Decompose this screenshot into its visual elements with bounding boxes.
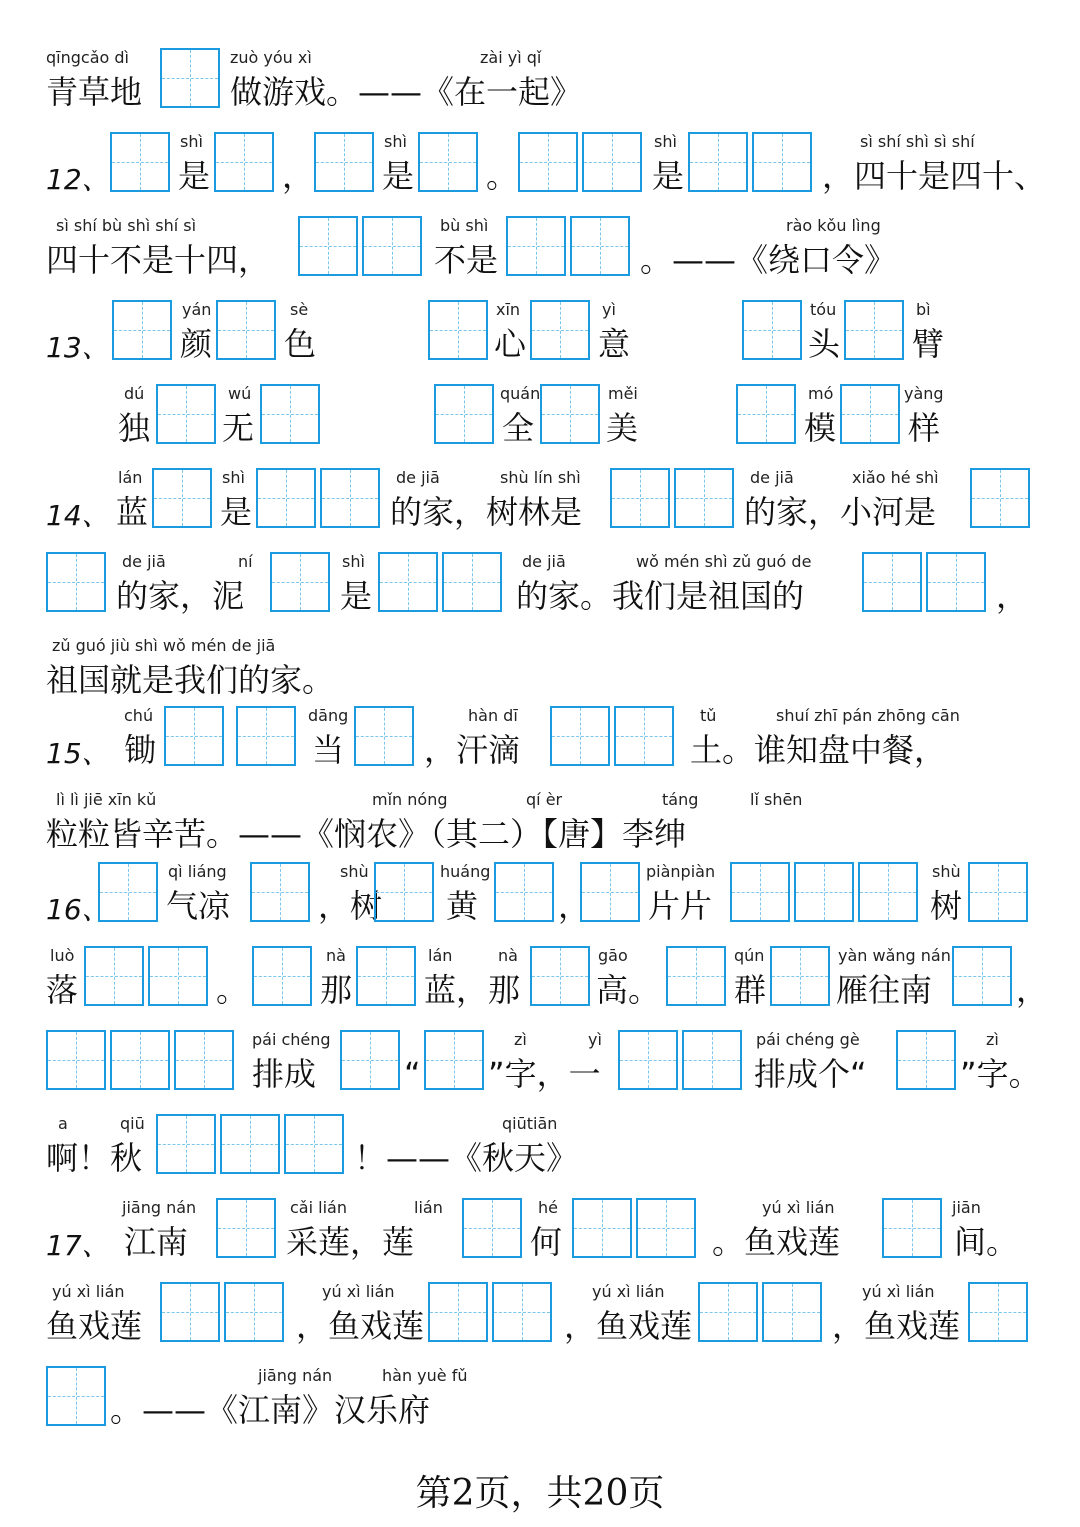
tianzige-answer-box[interactable]: [580, 862, 640, 922]
tianzige-answer-box[interactable]: [362, 216, 422, 276]
pinyin-text: shì: [342, 552, 365, 571]
hanzi-text: 是: [382, 157, 415, 195]
tianzige-answer-box[interactable]: [636, 1198, 696, 1258]
tianzige-answer-box[interactable]: [614, 706, 674, 766]
pinyin-text: qí èr: [526, 790, 563, 809]
tianzige-answer-box[interactable]: [428, 300, 488, 360]
tianzige-answer-box[interactable]: [770, 946, 830, 1006]
pinyin-text: de jiā: [396, 468, 440, 487]
pinyin-text: lǐ shēn: [750, 790, 803, 809]
tianzige-answer-box[interactable]: [46, 552, 106, 612]
question-number: 16、: [46, 893, 110, 926]
pinyin-text: yú xì lián: [52, 1282, 125, 1301]
pinyin-text: huáng: [440, 862, 491, 881]
tianzige-answer-box[interactable]: [160, 48, 220, 108]
exercise-line: [0, 48, 1080, 138]
tianzige-answer-box[interactable]: [236, 706, 296, 766]
pinyin-text: yàn wǎng nán: [838, 946, 951, 965]
pinyin-text: zài yì qǐ: [480, 48, 542, 67]
pinyin-text: gāo: [598, 946, 628, 965]
pinyin-text: zǔ guó jiù shì wǒ mén de jiā: [52, 636, 276, 655]
hanzi-text: 。: [486, 157, 519, 195]
hanzi-text: 的家，小河是: [744, 493, 937, 531]
hanzi-text: 。——《江南》汉乐府: [110, 1391, 431, 1429]
exercise-line: [0, 862, 1080, 952]
tianzige-answer-box[interactable]: [610, 468, 670, 528]
pinyin-text: yú xì lián: [322, 1282, 395, 1301]
hanzi-text: 何: [530, 1223, 563, 1261]
hanzi-text: 臂: [912, 325, 945, 363]
tianzige-answer-box[interactable]: [84, 946, 144, 1006]
hanzi-text: ！——《秋天》: [354, 1139, 579, 1177]
hanzi-text: 全: [502, 409, 535, 447]
exercise-line: [0, 468, 1080, 558]
tianzige-answer-box[interactable]: [530, 946, 590, 1006]
hanzi-text: 高。: [596, 971, 661, 1009]
exercise-line: [0, 946, 1080, 1036]
hanzi-text: 青草地: [46, 73, 143, 111]
tianzige-answer-box[interactable]: [896, 1030, 956, 1090]
pinyin-text: sì shí bù shì shí sì: [56, 216, 197, 235]
tianzige-answer-box[interactable]: [216, 1198, 276, 1258]
tianzige-answer-box[interactable]: [320, 468, 380, 528]
tianzige-answer-box[interactable]: [418, 132, 478, 192]
tianzige-answer-box[interactable]: [882, 1198, 942, 1258]
exercise-line: [0, 300, 1080, 390]
pinyin-text: lì lì jiē xīn kǔ: [56, 790, 157, 809]
pinyin-text: hàn dī: [468, 706, 518, 725]
hanzi-text: 排成: [252, 1055, 317, 1093]
hanzi-text: ，: [1016, 971, 1049, 1009]
pinyin-text: de jiā: [750, 468, 794, 487]
tianzige-answer-box[interactable]: [164, 706, 224, 766]
tianzige-answer-box[interactable]: [314, 132, 374, 192]
pinyin-text: qiū: [120, 1114, 145, 1133]
tianzige-answer-box[interactable]: [688, 132, 748, 192]
hanzi-text: 是: [220, 493, 253, 531]
pinyin-text: ní: [238, 552, 253, 571]
tianzige-answer-box[interactable]: [970, 468, 1030, 528]
pinyin-text: sì shí shì sì shí: [860, 132, 975, 151]
tianzige-answer-box[interactable]: [224, 1282, 284, 1342]
question-number: 14、: [46, 499, 110, 532]
pinyin-text: bì: [916, 300, 931, 319]
pinyin-text: hàn yuè fǔ: [382, 1366, 468, 1385]
tianzige-answer-box[interactable]: [256, 468, 316, 528]
hanzi-text: 雁往南: [836, 971, 933, 1009]
tianzige-answer-box[interactable]: [550, 706, 610, 766]
tianzige-answer-box[interactable]: [506, 216, 566, 276]
exercise-line: [0, 132, 1080, 222]
pinyin-text: yú xì lián: [592, 1282, 665, 1301]
tianzige-answer-box[interactable]: [220, 1114, 280, 1174]
hanzi-text: 采莲，莲: [286, 1223, 415, 1261]
tianzige-answer-box[interactable]: [354, 706, 414, 766]
hanzi-text: 鱼戏莲: [46, 1307, 143, 1345]
tianzige-answer-box[interactable]: [582, 132, 642, 192]
exercise-line: [0, 1366, 1080, 1456]
hanzi-text: 心: [494, 325, 527, 363]
tianzige-answer-box[interactable]: [736, 384, 796, 444]
pinyin-text: yì: [588, 1030, 602, 1049]
pinyin-text: tǔ: [700, 706, 717, 725]
pinyin-text: yán: [182, 300, 212, 319]
pinyin-text: chú: [124, 706, 154, 725]
hanzi-text: 。: [216, 971, 249, 1009]
hanzi-text: 片片: [648, 887, 713, 925]
pinyin-text: hé: [538, 1198, 558, 1217]
tianzige-answer-box[interactable]: [666, 946, 726, 1006]
tianzige-answer-box[interactable]: [462, 1198, 522, 1258]
page-number: 第2页，共20页: [415, 1473, 665, 1514]
tianzige-answer-box[interactable]: [46, 1030, 106, 1090]
pinyin-text: shì: [654, 132, 677, 151]
hanzi-text: 祖国就是我们的家。: [46, 661, 335, 699]
tianzige-answer-box[interactable]: [968, 862, 1028, 922]
pinyin-text: pái chéng gè: [756, 1030, 860, 1049]
pinyin-text: yú xì lián: [862, 1282, 935, 1301]
tianzige-answer-box[interactable]: [952, 946, 1012, 1006]
hanzi-text: 黄: [446, 887, 479, 925]
hanzi-text: 。——《绕口令》: [640, 241, 897, 279]
pinyin-text: shù: [340, 862, 369, 881]
hanzi-text: ，汗滴: [424, 731, 521, 769]
hanzi-text: 江南: [124, 1223, 189, 1261]
pinyin-text: mó: [808, 384, 834, 403]
hanzi-text: 蓝，那: [424, 971, 521, 1009]
tianzige-answer-box[interactable]: [374, 862, 434, 922]
pinyin-text: xiǎo hé shì: [852, 468, 939, 487]
hanzi-text: 粒粒皆辛苦。——《悯农》（其二）【唐】李绅: [46, 815, 687, 853]
tianzige-answer-box[interactable]: [156, 384, 216, 444]
pinyin-text: zì: [986, 1030, 999, 1049]
hanzi-text: 是: [340, 577, 373, 615]
hanzi-text: 间。: [954, 1223, 1019, 1261]
pinyin-text: cǎi lián: [290, 1198, 347, 1217]
hanzi-text: 头: [808, 325, 841, 363]
hanzi-text: 当: [312, 731, 345, 769]
tianzige-answer-box[interactable]: [156, 1114, 216, 1174]
pinyin-text: jiāng nán: [258, 1366, 333, 1385]
pinyin-text: nà: [498, 946, 518, 965]
exercise-line: [0, 1030, 1080, 1120]
pinyin-text: de jiā: [122, 552, 166, 571]
hanzi-text: 群: [734, 971, 767, 1009]
tianzige-answer-box[interactable]: [252, 946, 312, 1006]
tianzige-answer-box[interactable]: [572, 1198, 632, 1258]
hanzi-text: 蓝: [116, 493, 149, 531]
pinyin-text: mǐn nóng: [372, 790, 448, 809]
tianzige-answer-box[interactable]: [442, 552, 502, 612]
tianzige-answer-box[interactable]: [214, 132, 274, 192]
pinyin-text: sè: [290, 300, 309, 319]
hanzi-text: “: [404, 1055, 421, 1093]
tianzige-answer-box[interactable]: [152, 468, 212, 528]
pinyin-text: bù shì: [440, 216, 489, 235]
pinyin-text: qīngcǎo dì: [46, 48, 129, 67]
tianzige-answer-box[interactable]: [752, 132, 812, 192]
hanzi-text: 做游戏。——《在一起》: [230, 73, 583, 111]
tianzige-answer-box[interactable]: [428, 1282, 488, 1342]
hanzi-text: 的家，泥: [116, 577, 245, 615]
tianzige-answer-box[interactable]: [492, 1282, 552, 1342]
pinyin-text: a: [58, 1114, 68, 1133]
pinyin-text: wǒ mén shì zǔ guó de: [636, 552, 812, 571]
tianzige-answer-box[interactable]: [674, 468, 734, 528]
pinyin-text: yì: [602, 300, 616, 319]
pinyin-text: rào kǒu lìng: [786, 216, 881, 235]
tianzige-answer-box[interactable]: [356, 946, 416, 1006]
hanzi-text: 是: [178, 157, 211, 195]
tianzige-answer-box[interactable]: [284, 1114, 344, 1174]
tianzige-answer-box[interactable]: [216, 300, 276, 360]
hanzi-text: 土。谁知盘中餐，: [690, 731, 947, 769]
pinyin-text: yú xì lián: [762, 1198, 835, 1217]
hanzi-text: 树: [930, 887, 963, 925]
tianzige-answer-box[interactable]: [424, 1030, 484, 1090]
hanzi-text: 。鱼戏莲: [712, 1223, 841, 1261]
tianzige-answer-box[interactable]: [494, 862, 554, 922]
tianzige-answer-box[interactable]: [742, 300, 802, 360]
pinyin-text: luò: [50, 946, 75, 965]
pinyin-text: shì: [222, 468, 245, 487]
tianzige-answer-box[interactable]: [862, 552, 922, 612]
tianzige-answer-box[interactable]: [968, 1282, 1028, 1342]
hanzi-text: 排成个“: [754, 1055, 867, 1093]
hanzi-text: 模: [804, 409, 837, 447]
pinyin-text: shì: [180, 132, 203, 151]
hanzi-text: 样: [908, 409, 941, 447]
hanzi-text: ，四十是四十、: [822, 157, 1047, 195]
tianzige-answer-box[interactable]: [434, 384, 494, 444]
hanzi-text: 啊！秋: [46, 1139, 143, 1177]
pinyin-text: pái chéng: [252, 1030, 331, 1049]
tianzige-answer-box[interactable]: [730, 862, 790, 922]
hanzi-text: 色: [284, 325, 317, 363]
tianzige-answer-box[interactable]: [46, 1366, 106, 1426]
tianzige-answer-box[interactable]: [160, 1282, 220, 1342]
hanzi-text: 那: [320, 971, 353, 1009]
hanzi-text: ，鱼戏莲: [832, 1307, 961, 1345]
pinyin-text: qún: [734, 946, 765, 965]
pinyin-text: jiāng nán: [122, 1198, 197, 1217]
tianzige-answer-box[interactable]: [250, 862, 310, 922]
question-number: 12、: [46, 163, 110, 196]
pinyin-text: shù: [932, 862, 961, 881]
pinyin-text: shuí zhī pán zhōng cān: [776, 706, 960, 725]
tianzige-answer-box[interactable]: [858, 862, 918, 922]
hanzi-text: ，鱼戏莲: [564, 1307, 693, 1345]
tianzige-answer-box[interactable]: [540, 384, 600, 444]
hanzi-text: 是: [652, 157, 685, 195]
hanzi-text: 颜: [180, 325, 213, 363]
hanzi-text: ，鱼戏莲: [296, 1307, 425, 1345]
hanzi-text: 独: [118, 409, 151, 447]
hanzi-text: ”字。: [960, 1055, 1041, 1093]
pinyin-text: jiān: [952, 1198, 981, 1217]
exercise-line: [0, 1282, 1080, 1372]
tianzige-answer-box[interactable]: [98, 862, 158, 922]
pinyin-text: nà: [326, 946, 346, 965]
tianzige-answer-box[interactable]: [110, 1030, 170, 1090]
hanzi-text: ，树: [318, 887, 383, 925]
hanzi-text: 的家，树林是: [390, 493, 583, 531]
pinyin-text: shì: [384, 132, 407, 151]
exercise-line: [0, 706, 1080, 796]
pinyin-text: yàng: [904, 384, 944, 403]
hanzi-text: ，: [996, 577, 1029, 615]
pinyin-text: xīn: [496, 300, 521, 319]
hanzi-text: ，: [558, 887, 591, 925]
tianzige-answer-box[interactable]: [840, 384, 900, 444]
tianzige-answer-box[interactable]: [518, 132, 578, 192]
tianzige-answer-box[interactable]: [530, 300, 590, 360]
pinyin-text: quán: [500, 384, 541, 403]
pinyin-text: tóu: [810, 300, 837, 319]
exercise-line: [0, 1198, 1080, 1288]
question-number: 13、: [46, 331, 110, 364]
hanzi-text: ”字，一: [488, 1055, 601, 1093]
tianzige-answer-box[interactable]: [298, 216, 358, 276]
tianzige-answer-box[interactable]: [698, 1282, 758, 1342]
pinyin-text: lián: [414, 1198, 443, 1217]
exercise-line: [0, 216, 1080, 306]
tianzige-answer-box[interactable]: [270, 552, 330, 612]
pinyin-text: zuò yóu xì: [230, 48, 312, 67]
pinyin-text: qì liáng: [168, 862, 227, 881]
pinyin-text: lán: [118, 468, 143, 487]
pinyin-text: shù lín shì: [500, 468, 581, 487]
exercise-line: [0, 1114, 1080, 1204]
tianzige-answer-box[interactable]: [926, 552, 986, 612]
hanzi-text: 美: [606, 409, 639, 447]
tianzige-answer-box[interactable]: [570, 216, 630, 276]
hanzi-text: 意: [598, 325, 631, 363]
tianzige-answer-box[interactable]: [340, 1030, 400, 1090]
hanzi-text: 气凉: [166, 887, 231, 925]
tianzige-answer-box[interactable]: [110, 132, 170, 192]
hanzi-text: 四十不是十四，: [46, 241, 271, 279]
exercise-line: [0, 384, 1080, 474]
pinyin-text: dāng: [308, 706, 349, 725]
question-number: 17、: [46, 1229, 110, 1262]
tianzige-answer-box[interactable]: [378, 552, 438, 612]
hanzi-text: 落: [46, 971, 79, 1009]
tianzige-answer-box[interactable]: [618, 1030, 678, 1090]
pinyin-text: táng: [662, 790, 699, 809]
pinyin-text: piànpiàn: [646, 862, 716, 881]
pinyin-text: zì: [514, 1030, 527, 1049]
tianzige-answer-box[interactable]: [682, 1030, 742, 1090]
hanzi-text: ，: [282, 157, 315, 195]
tianzige-answer-box[interactable]: [260, 384, 320, 444]
hanzi-text: 的家。我们是祖国的: [516, 577, 805, 615]
tianzige-answer-box[interactable]: [794, 862, 854, 922]
tianzige-answer-box[interactable]: [844, 300, 904, 360]
exercise-line: [0, 552, 1080, 642]
tianzige-answer-box[interactable]: [174, 1030, 234, 1090]
pinyin-text: qiūtiān: [502, 1114, 558, 1133]
pinyin-text: de jiā: [522, 552, 566, 571]
hanzi-text: 锄: [124, 731, 157, 769]
question-number: 15、: [46, 737, 110, 770]
pinyin-text: měi: [608, 384, 638, 403]
hanzi-text: 无: [222, 409, 255, 447]
tianzige-answer-box[interactable]: [112, 300, 172, 360]
pinyin-text: wú: [228, 384, 252, 403]
tianzige-answer-box[interactable]: [762, 1282, 822, 1342]
pinyin-text: dú: [124, 384, 145, 403]
tianzige-answer-box[interactable]: [148, 946, 208, 1006]
hanzi-text: 不是: [434, 241, 499, 279]
pinyin-text: lán: [428, 946, 453, 965]
